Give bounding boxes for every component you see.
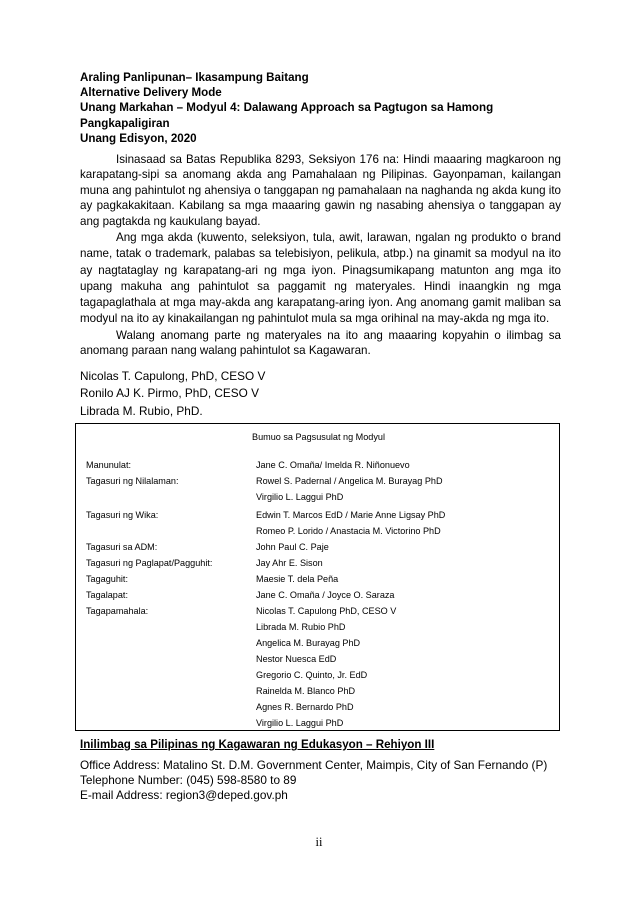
team-row bbox=[76, 590, 559, 606]
team-member-name: Jay Ahr E. Sison bbox=[256, 558, 323, 568]
team-row bbox=[76, 574, 559, 590]
office-address: Office Address: Matalino St. D.M. Government Center, Maimpis, City of San Fernando (P) bbox=[80, 758, 548, 772]
team-role: Tagasuri ng Wika: bbox=[86, 510, 159, 520]
copyright-paragraph: Isinasaad sa Batas Republika 8293, Seksiyon 176 na: Hindi maaaring magkaroon ng karapatang-sipi sa anomang akda ang Pamahalaan ng Pilipinas. Gayonpaman, kailangan muna ang pahintulot ng ahensiya o tanggapan ng pamahalaan na naghanda ng akda kung ito ay pagkakakitaan. Kabilang sa mga maaaring gawin ng nasabing ahensiya o tanggapan ay ang pagtakda ng kaukulang bayad. bbox=[80, 153, 561, 228]
development-team-box bbox=[75, 423, 560, 731]
works-notice-paragraph: Ang mga akda (kuwento, seleksiyon, tula, awit, larawan, ngalan ng produkto o brand name, tatak o trademark, palabas sa telebisiyon, pelikula, atbp.) na ginamit sa modyul na ito ay nagtataglay ng karapatang-ari ng mga iyon. Pinagsumikapang matunton ang mga ito upang makuha ang pahintulot sa paggamit ng materyales. Hindi inaangkin ng mga tagapaglathala at mga may-akda ang karapatang-aring iyon. Ang anomang gamit maliban sa modyul na ito ay kinakailangan ng pahintulot mula sa mga orihinal na may-akda ng mga ito. bbox=[80, 231, 561, 326]
team-row bbox=[76, 460, 559, 476]
page-number: ii bbox=[315, 835, 323, 849]
team-row bbox=[76, 654, 559, 670]
team-member-name: Angelica M. Burayag PhD bbox=[256, 638, 361, 648]
team-row bbox=[76, 606, 559, 622]
team-member-name: Romeo P. Lorido / Anastacia M. Victorino PhD bbox=[256, 526, 441, 536]
module-title: Unang Markahan – Modyul 4: Dalawang Approach sa Pagtugon sa Hamong bbox=[80, 101, 494, 115]
team-member-name: Jane C. Omaña/ Imelda R. Niñonuevo bbox=[256, 460, 410, 470]
office-contact bbox=[80, 758, 547, 804]
team-member-name: Virgilio L. Laggui PhD bbox=[256, 492, 344, 502]
official-name: Ronilo AJ K. Pirmo, PhD, CESO V bbox=[80, 386, 259, 401]
team-member-name: John Paul C. Paje bbox=[256, 542, 329, 552]
team-row bbox=[76, 510, 559, 526]
module-title-cont: Pangkapaligiran bbox=[80, 116, 170, 130]
team-member-name: Nestor Nuesca EdD bbox=[256, 654, 337, 664]
team-row bbox=[76, 558, 559, 574]
reproduction-notice-paragraph: Walang anomang parte ng materyales na ito ang maaaring kopyahin o ilimbag sa anomang paraan nang walang pahintulot sa Kagawaran. bbox=[80, 329, 561, 358]
team-role: Tagalapat: bbox=[86, 590, 128, 600]
printed-by: Inilimbag sa Pilipinas ng Kagawaran ng Edukasyon – Rehiyon III bbox=[80, 738, 435, 751]
team-row bbox=[76, 686, 559, 702]
team-row bbox=[76, 492, 559, 508]
team-member-name: Edwin T. Marcos EdD / Marie Anne Ligsay PhD bbox=[256, 510, 446, 520]
development-team-title: Bumuo sa Pagsusulat ng Modyul bbox=[252, 432, 385, 442]
official-name: Nicolas T. Capulong, PhD, CESO V bbox=[80, 369, 266, 383]
team-member-name: Agnes R. Bernardo PhD bbox=[256, 702, 354, 712]
edition: Unang Edisyon, 2020 bbox=[80, 131, 197, 145]
team-member-name: Rainelda M. Blanco PhD bbox=[256, 686, 356, 696]
team-member-name: Virgilio L. Laggui PhD bbox=[256, 718, 344, 728]
team-role: Tagasuri sa ADM: bbox=[86, 542, 158, 552]
team-role: Tagaguhit: bbox=[86, 574, 128, 584]
team-role: Tagapamahala: bbox=[86, 606, 149, 616]
team-role: Tagasuri ng Nilalaman: bbox=[86, 476, 179, 486]
copyright-header bbox=[80, 70, 560, 146]
team-row bbox=[76, 476, 559, 492]
team-member-name: Rowel S. Padernal / Angelica M. Burayag PhD bbox=[256, 476, 443, 486]
team-member-name: Jane C. Omaña / Joyce O. Saraza bbox=[256, 590, 395, 600]
team-row bbox=[76, 702, 559, 718]
team-row bbox=[76, 622, 559, 638]
team-member-name: Librada M. Rubio PhD bbox=[256, 622, 346, 632]
team-row bbox=[76, 638, 559, 654]
delivery-mode: Alternative Delivery Mode bbox=[80, 86, 222, 100]
team-role: Manunulat: bbox=[86, 460, 131, 470]
team-row bbox=[76, 670, 559, 686]
email-address: E-mail Address: region3@deped.gov.ph bbox=[80, 788, 288, 803]
telephone-number: Telephone Number: (045) 598-8580 to 89 bbox=[80, 773, 297, 788]
subject-title: Araling Panlipunan– Ikasampung Baitang bbox=[80, 71, 309, 84]
team-member-name: Nicolas T. Capulong PhD, CESO V bbox=[256, 606, 397, 616]
team-member-name: Gregorio C. Quinto, Jr. EdD bbox=[256, 670, 368, 680]
team-member-name: Maesie T. dela Peña bbox=[256, 574, 339, 584]
team-row bbox=[76, 526, 559, 542]
team-role: Tagasuri ng Paglapat/Pagguhit: bbox=[86, 558, 213, 568]
official-name: Librada M. Rubio, PhD. bbox=[80, 403, 203, 418]
team-row bbox=[76, 542, 559, 558]
team-row bbox=[76, 718, 559, 734]
officials-list bbox=[80, 368, 265, 420]
